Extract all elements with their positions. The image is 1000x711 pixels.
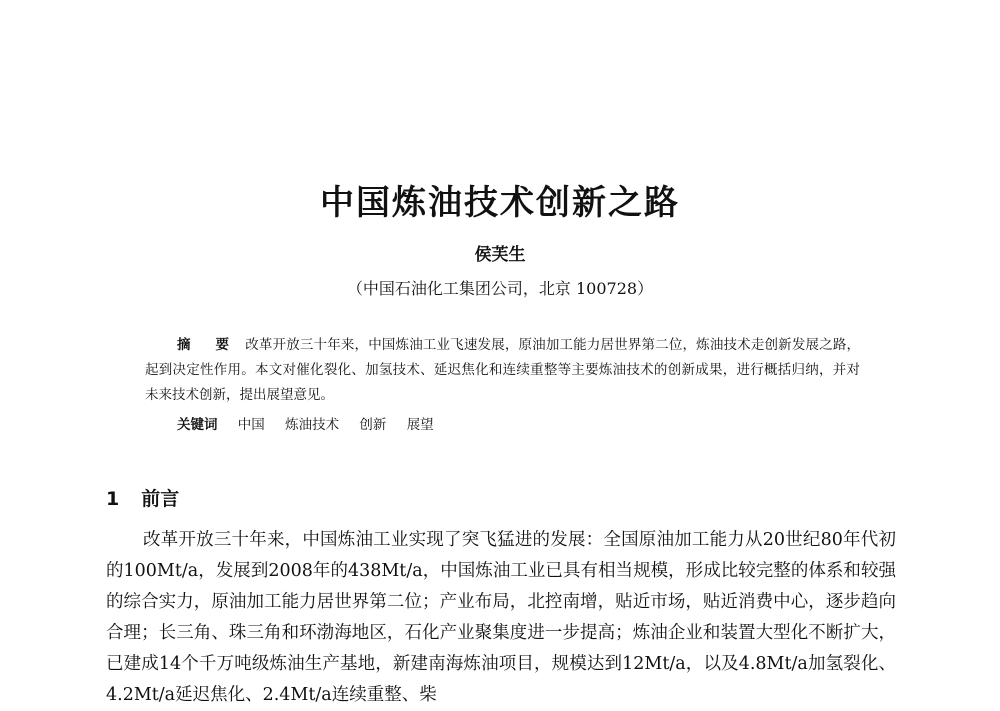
abstract-label: 摘 要 — [177, 337, 240, 353]
keyword: 炼油技术 — [285, 417, 340, 433]
abstract-text: 改革开放三十年来，中国炼油工业飞速发展，原油加工能力居世界第二位，炼油技术走创新发展之路，起到决定性作用。本文对催化裂化、加氢技术、延迟焦化和连续重整等主要炼油技术的创新成果，进行概括归纳，并对未来技术创新，提出展望意见。 — [145, 337, 861, 403]
section-heading — [106, 484, 179, 511]
keyword: 展望 — [406, 417, 434, 433]
keyword: 创新 — [359, 417, 387, 433]
abstract — [145, 333, 860, 408]
section-title: 前言 — [141, 488, 180, 510]
author-affiliation: （中国石油化工集团公司，北京 100728） — [346, 279, 654, 298]
body-paragraph: 改革开放三十年来，中国炼油工业实现了突飞猛进的发展：全国原油加工能力从20世纪80年代初的100Mt/a，发展到2008年的438Mt/a，中国炼油工业已具有相当规模，形成比较完整的体系和较强的综合实力，原油加工能力居世界第二位；产业布局，北控南增，贴近市场，贴近消费中心，逐步趋向合理；长三角、珠三角和环渤海地区，石化产业聚集度进一步提高；炼油企业和装置大型化不断扩大，已建成14个千万吨级炼油生产基地，新建南海炼油项目，规模达到12Mt/a，以及4.8Mt/a加氢裂化、4.2Mt/a延迟焦化、2.4Mt/a连续重整、柴 — [106, 530, 896, 705]
section-number: 1 — [106, 488, 120, 510]
keyword: 中国 — [237, 417, 265, 433]
paper-title: 中国炼油技术创新之路 — [320, 183, 680, 223]
keywords-label: 关键词 — [177, 417, 218, 433]
author-name: 侯芙生 — [474, 245, 526, 265]
keywords — [177, 413, 450, 433]
